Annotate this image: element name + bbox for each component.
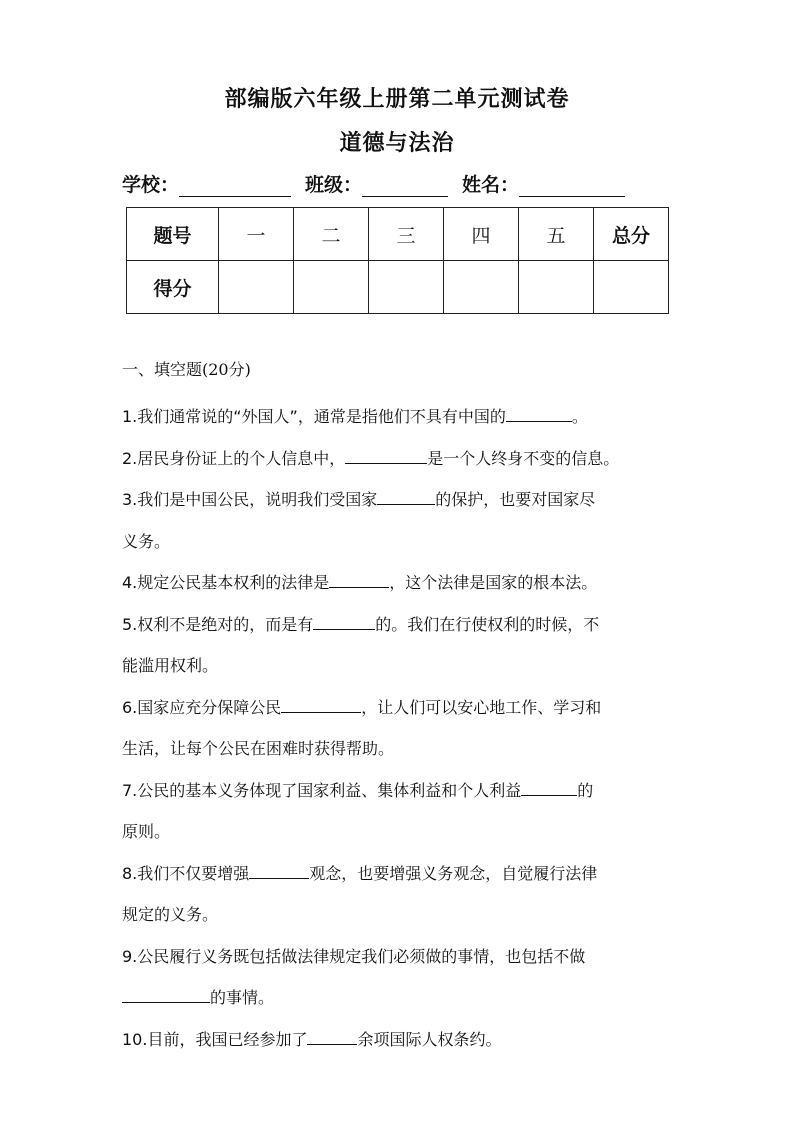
question-text: 义务。 <box>122 531 171 551</box>
score-table-score-row <box>127 261 669 314</box>
question-text: 的保护，也要对国家尽 <box>435 490 596 509</box>
page-subtitle: 道德与法治 <box>339 130 455 156</box>
score-input-cell[interactable] <box>444 261 519 314</box>
answer-blank[interactable] <box>345 449 427 464</box>
score-input-cell[interactable] <box>294 261 369 314</box>
score-input-cell[interactable] <box>594 261 669 314</box>
score-table <box>126 207 669 314</box>
question-text: 5.权利不是绝对的，而是有 <box>122 614 314 634</box>
school-label: 学校： <box>122 174 180 196</box>
question-text: ，这个法律是国家的根本法。 <box>389 573 598 592</box>
question-text: ，让人们可以安心地工作、学习和 <box>361 697 602 717</box>
answer-blank[interactable] <box>122 988 210 1003</box>
answer-blank[interactable] <box>313 615 375 630</box>
question-text: 10.目前，我国已经参加了 <box>122 1029 308 1049</box>
question-text: 的 <box>577 780 594 800</box>
question-text: 6.国家应充分保障公民 <box>122 697 282 717</box>
score-input-cell[interactable] <box>519 261 594 314</box>
question-text: 。 <box>571 407 588 426</box>
question-line <box>122 396 682 438</box>
question-text: 8.我们不仅要增强 <box>122 863 250 883</box>
question-text: 原则。 <box>122 822 171 841</box>
score-table-header-row <box>127 208 669 261</box>
question-text: 的事情。 <box>210 988 275 1007</box>
score-input-cell[interactable] <box>219 261 294 314</box>
question-text: 9.公民履行义务既包括做法律规定我们必须做的事情，也包括不做 <box>122 946 586 966</box>
score-row-label: 得分 <box>127 261 219 314</box>
score-table-cell: 五 <box>519 208 594 261</box>
question-line <box>122 770 682 812</box>
score-table-cell: 四 <box>444 208 519 261</box>
question-line <box>122 645 682 687</box>
question-text: 余项国际人权条约。 <box>357 1029 502 1049</box>
question-line <box>122 728 682 770</box>
question-line <box>122 604 682 646</box>
score-input-cell[interactable] <box>369 261 444 314</box>
class-label: 班级： <box>305 174 363 196</box>
question-line <box>122 521 682 563</box>
question-text: 生活，让每个公民在困难时获得帮助。 <box>122 739 395 758</box>
question-text: 7.公民的基本义务体现了国家利益、集体利益和个人利益 <box>122 780 522 800</box>
section-heading: 一、填空题(20分) <box>122 360 251 379</box>
question-line <box>122 1019 682 1061</box>
question-line <box>122 811 682 853</box>
question-text: 4.规定公民基本权利的法律是 <box>122 573 330 592</box>
score-table-cell: 题号 <box>127 208 219 261</box>
score-table-cell: 二 <box>294 208 369 261</box>
question-line <box>122 936 682 978</box>
question-line <box>122 479 682 521</box>
question-text: 的。我们在行使权利的时候，不 <box>375 614 600 634</box>
name-blank[interactable] <box>519 176 625 197</box>
question-text: 3.我们是中国公民，说明我们受国家 <box>122 490 378 509</box>
question-line <box>122 853 682 895</box>
answer-blank[interactable] <box>521 781 577 796</box>
question-list <box>122 396 682 1060</box>
question-text: 1.我们通常说的“外国人”，通常是指他们不具有中国的 <box>122 407 506 426</box>
question-text: 2.居民身份证上的个人信息中， <box>122 448 346 468</box>
question-text: 观念，也要增强义务观念，自觉履行法律 <box>309 863 598 883</box>
score-table-cell: 一 <box>219 208 294 261</box>
question-line <box>122 562 682 604</box>
question-text: 规定的义务。 <box>122 905 219 924</box>
question-line <box>122 977 682 1019</box>
score-table-cell: 总分 <box>594 208 669 261</box>
answer-blank[interactable] <box>307 1030 357 1045</box>
answer-blank[interactable] <box>329 573 389 588</box>
score-table-cell: 三 <box>369 208 444 261</box>
answer-blank[interactable] <box>281 698 361 713</box>
answer-blank[interactable] <box>377 490 435 505</box>
question-text: 能滥用权利。 <box>122 656 219 675</box>
class-blank[interactable] <box>362 176 448 197</box>
question-line <box>122 438 682 480</box>
name-label: 姓名： <box>462 174 520 196</box>
question-line <box>122 894 682 936</box>
answer-blank[interactable] <box>249 864 309 879</box>
question-line <box>122 687 682 729</box>
answer-blank[interactable] <box>506 407 572 422</box>
question-text: 是一个人终身不变的信息。 <box>427 448 620 468</box>
page-title: 部编版六年级上册第二单元测试卷 <box>224 86 570 112</box>
school-blank[interactable] <box>179 176 291 197</box>
student-info-row <box>122 170 625 197</box>
